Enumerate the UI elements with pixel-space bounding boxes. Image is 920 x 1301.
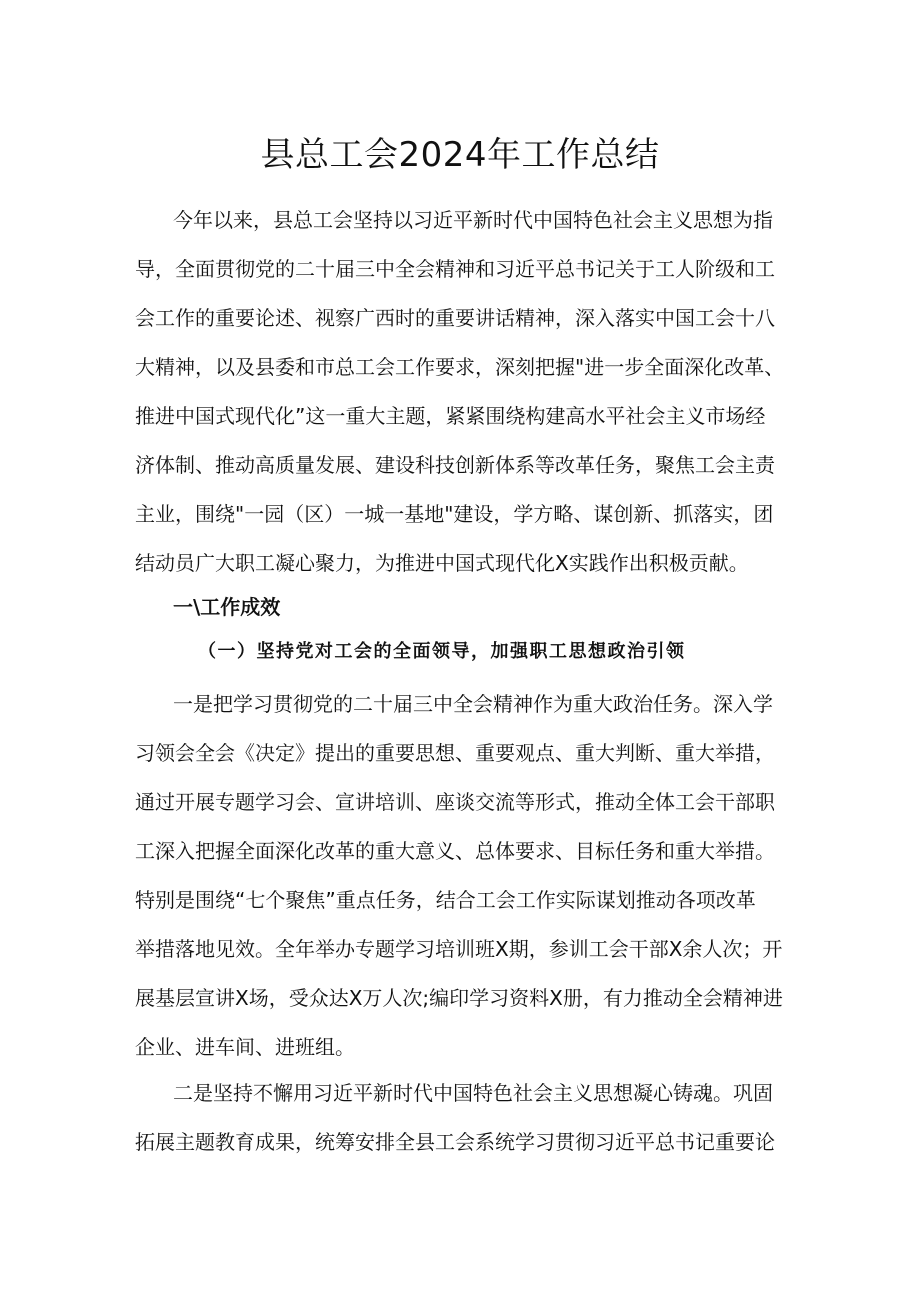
paragraph-line: 主业，围绕"一园（区）一城一基地"建设，学方略、谋创新、抓落实，团 (135, 502, 774, 526)
paragraph-line: 二是坚持不懈用习近平新时代中国特色社会主义思想凝心铸魂。巩固 (173, 1081, 773, 1105)
paragraph-line: 举措落地见效。全年举办专题学习培训班X期，参训工会干部X余人次；开 (135, 937, 783, 961)
intro-paragraph (135, 196, 785, 588)
paragraph-line: 展基层宣讲X场，受众达X万人次;编印学习资料X册，有力推动全会精神进 (135, 986, 783, 1010)
paragraph-line: 习领会全会《决定》提出的重要思想、重要观点、重大判断、重大举措， (135, 741, 775, 765)
paragraph-line: 推进中国式现代化”这一重大主题，紧紧围绕构建高水平社会主义市场经 (135, 404, 766, 428)
paragraph-line: 会工作的重要论述、视察广西时的重要讲话精神，深入落实中国工会十八 (135, 306, 775, 330)
paragraph-line: 拓展主题教育成果，统筹安排全县工会系统学习贯彻习近平总书记重要论 (135, 1130, 775, 1154)
paragraph-line: 工深入把握全面深化改革的重大意义、总体要求、目标任务和重大举措。 (135, 839, 775, 863)
paragraph-line: 一是把学习贯彻党的二十届三中全会精神作为重大政治任务。深入学 (173, 692, 773, 716)
section-heading: 一\工作成效 (173, 595, 281, 619)
paragraph-line: 济体制、推动高质量发展、建设科技创新体系等改革任务，聚焦工会主责 (135, 453, 775, 477)
paragraph-line: 特别是围绕“七个聚焦”重点任务，结合工会工作实际谋划推动各项改革 (135, 888, 756, 912)
body-paragraph-1 (135, 680, 785, 1072)
paragraph-line: 通过开展专题学习会、宣讲培训、座谈交流等形式，推动全体工会干部职 (135, 790, 775, 814)
body-paragraph-2 (135, 1069, 785, 1167)
subsection-heading: （一）坚持党对工会的全面领导，加强职工思想政治引领 (198, 641, 686, 662)
document-title: 县总工会2024年工作总结 (260, 135, 660, 175)
paragraph-line: 结动员广大职工凝心聚力，为推进中国式现代化X实践作出积极贡献。 (135, 551, 749, 575)
paragraph-line: 企业、进车间、进班组。 (135, 1035, 355, 1059)
paragraph-line: 今年以来，县总工会坚持以习近平新时代中国特色社会主义思想为指 (173, 208, 773, 232)
paragraph-line: 导，全面贯彻党的二十届三中全会精神和习近平总书记关于工人阶级和工 (135, 257, 775, 281)
paragraph-line: 大精神，以及县委和市总工会工作要求，深刻把握"进一步全面深化改革、 (135, 355, 785, 379)
